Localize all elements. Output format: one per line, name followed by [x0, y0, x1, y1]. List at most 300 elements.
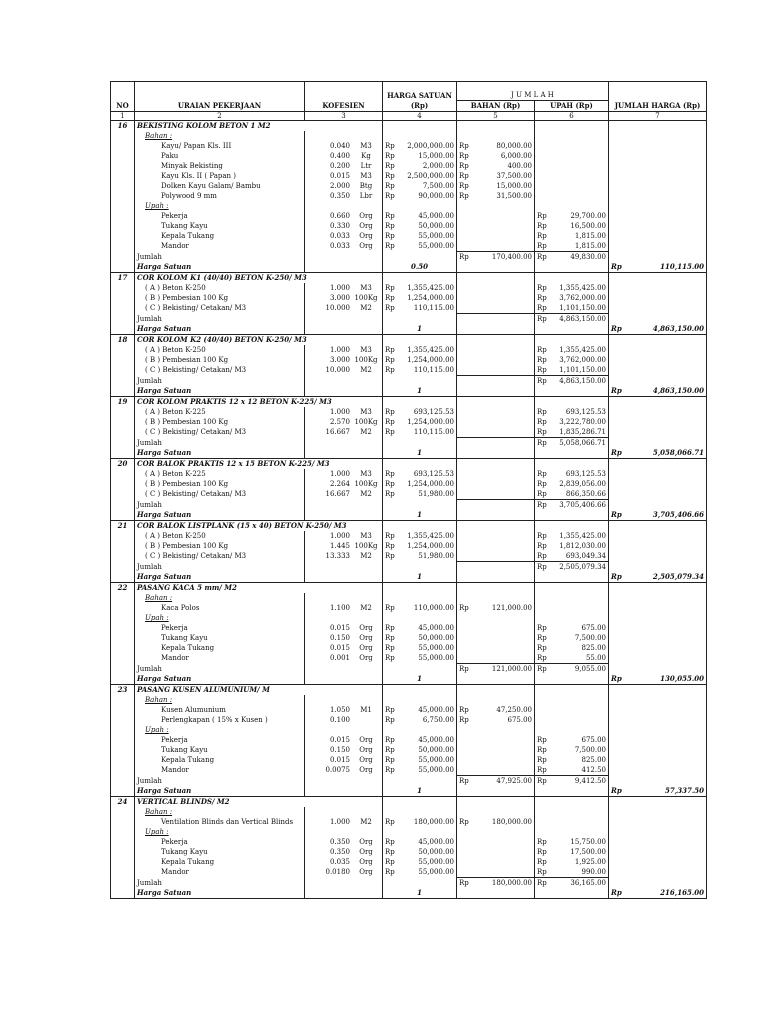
amount: 1,101,150.00	[559, 366, 606, 374]
currency-label: Rp	[385, 142, 395, 150]
empty-cell	[535, 685, 609, 696]
material-amount	[457, 653, 535, 664]
amount: 400.00	[507, 162, 532, 170]
coefficient-unit: Org	[359, 624, 373, 632]
empty-cell	[457, 273, 535, 284]
table-row	[111, 365, 707, 376]
coefficient-unit: Org	[359, 232, 373, 240]
coefficient-value: 1.000	[329, 346, 350, 354]
coefficient-value: 2.264	[329, 480, 350, 488]
empty-cell	[609, 151, 707, 161]
unit-price-value	[385, 181, 454, 191]
currency-label: Rp	[537, 838, 547, 846]
material-amount	[457, 141, 535, 151]
table-row	[111, 521, 707, 532]
jumlah-bahan	[457, 438, 535, 449]
amount: 4,863,150.00	[559, 377, 606, 385]
amount: 693,125.53	[413, 408, 454, 416]
coefficient-cell	[305, 755, 383, 765]
section-total-value	[611, 448, 704, 458]
coefficient-cell	[305, 715, 383, 725]
material-amount	[457, 755, 535, 765]
coefficient-unit: M2	[360, 366, 372, 374]
empty-cell	[609, 171, 707, 181]
empty-cell	[609, 201, 707, 211]
section-total	[609, 448, 707, 459]
labor-amount	[535, 735, 609, 745]
empty-cell	[111, 171, 135, 181]
column-number: 7	[609, 112, 707, 121]
jumlah-label: Jumlah	[135, 500, 305, 511]
labor-amount	[535, 837, 609, 847]
jumlah-label: Jumlah	[135, 252, 305, 263]
empty-cell	[111, 643, 135, 653]
jumlah-bahan-value	[459, 664, 532, 674]
material-amount	[457, 765, 535, 776]
table-row	[111, 131, 707, 141]
currency-label: Rp	[537, 428, 547, 436]
coefficient-unit: Org	[359, 644, 373, 652]
labor-amount-value	[537, 489, 606, 499]
table-row	[111, 603, 707, 613]
jumlah-label: Jumlah	[135, 664, 305, 675]
empty-cell	[535, 695, 609, 705]
empty-cell	[609, 293, 707, 303]
coefficient-cell	[305, 867, 383, 878]
table-row	[111, 241, 707, 252]
column-number: 6	[535, 112, 609, 121]
unit-price	[383, 427, 457, 438]
empty-cell	[609, 161, 707, 171]
amount: 1,355,425.00	[407, 532, 454, 540]
currency-label: Rp	[611, 386, 622, 395]
table-row	[111, 386, 707, 397]
amount: 55,000.00	[418, 858, 454, 866]
amount: 1,355,425.00	[407, 284, 454, 292]
material-amount-value	[459, 171, 532, 181]
empty-cell	[609, 705, 707, 715]
currency-label: Rp	[385, 284, 395, 292]
amount: 3,762,000.00	[559, 294, 606, 302]
labor-amount	[535, 715, 609, 725]
empty-cell	[609, 633, 707, 643]
item-name: Pekerja	[135, 837, 305, 847]
unit-price-value	[385, 427, 454, 437]
table-row	[111, 345, 707, 355]
labor-amount-value	[537, 231, 606, 241]
amount: 16,500.00	[570, 222, 606, 230]
currency-label: Rp	[537, 242, 547, 250]
empty-cell	[111, 314, 135, 325]
empty-cell	[305, 438, 383, 449]
material-amount	[457, 745, 535, 755]
empty-cell	[111, 252, 135, 263]
price-analysis-sheet	[110, 81, 706, 899]
empty-cell	[609, 355, 707, 365]
coefficient-unit: M3	[360, 172, 372, 180]
jumlah-label: Jumlah	[135, 438, 305, 449]
amount: 2,500,000.00	[407, 172, 454, 180]
table-row	[111, 273, 707, 284]
coefficient	[307, 623, 380, 633]
empty-cell	[383, 131, 457, 141]
table-row	[111, 643, 707, 653]
item-name: ( B ) Pembesian 100 Kg	[135, 541, 305, 551]
empty-cell	[111, 231, 135, 241]
coefficient-unit: Org	[359, 242, 373, 250]
empty-cell	[111, 448, 135, 459]
currency-label: Rp	[459, 706, 469, 714]
empty-cell	[609, 181, 707, 191]
unit-price-value	[385, 817, 454, 827]
item-name: Tukang Kayu	[135, 221, 305, 231]
empty-cell	[111, 541, 135, 551]
unit-price	[383, 293, 457, 303]
unit-price-value	[385, 653, 454, 663]
coefficient-unit: 100Kg	[354, 480, 378, 488]
coefficient-cell	[305, 407, 383, 417]
unit-price	[383, 417, 457, 427]
empty-cell	[383, 797, 457, 808]
coefficient	[307, 489, 380, 499]
unit-price-value	[385, 623, 454, 633]
currency-label: Rp	[385, 746, 395, 754]
table-row	[111, 857, 707, 867]
item-name: Paku	[135, 151, 305, 161]
material-amount	[457, 407, 535, 417]
item-name: Kepala Tukang	[135, 643, 305, 653]
column-number: 1	[111, 112, 135, 121]
empty-cell	[535, 674, 609, 685]
unit-price-value	[385, 231, 454, 241]
empty-cell	[111, 211, 135, 221]
amount: 4,863,150.00	[559, 315, 606, 323]
table-row	[111, 685, 707, 696]
jumlah-label: Jumlah	[135, 314, 305, 325]
currency-label: Rp	[537, 212, 547, 220]
unit-price	[383, 191, 457, 201]
coefficient-unit: 100Kg	[354, 294, 378, 302]
currency-label: Rp	[459, 818, 469, 826]
empty-cell	[111, 479, 135, 489]
amount: 4,863,150.00	[652, 324, 704, 333]
labor-amount	[535, 705, 609, 715]
empty-cell	[383, 314, 457, 325]
coefficient-cell	[305, 541, 383, 551]
table-row	[111, 531, 707, 541]
coefficient-unit: M2	[360, 428, 372, 436]
coefficient-value: 0.035	[329, 858, 350, 866]
currency-label: Rp	[385, 490, 395, 498]
empty-cell	[111, 531, 135, 541]
unit-price	[383, 283, 457, 293]
unit-price-value	[385, 191, 454, 201]
item-name: ( A ) Beton K-250	[135, 345, 305, 355]
empty-cell	[609, 725, 707, 735]
coefficient-value: 0.033	[329, 242, 350, 250]
coefficient-value: 3.000	[329, 294, 350, 302]
section-number: 18	[111, 335, 135, 346]
empty-cell	[305, 807, 383, 817]
unit-price-value	[385, 745, 454, 755]
item-name: ( A ) Beton K-250	[135, 283, 305, 293]
empty-cell	[457, 685, 535, 696]
empty-cell	[305, 201, 383, 211]
currency-label: Rp	[385, 152, 395, 160]
empty-cell	[609, 653, 707, 664]
empty-cell	[111, 613, 135, 623]
empty-cell	[111, 867, 135, 878]
empty-cell	[111, 365, 135, 376]
coefficient-value: 1.000	[329, 408, 350, 416]
labor-amount	[535, 755, 609, 765]
table-row	[111, 335, 707, 346]
coefficient	[307, 551, 380, 561]
currency-label: Rp	[385, 172, 395, 180]
currency-label: Rp	[385, 232, 395, 240]
material-amount	[457, 603, 535, 613]
empty-cell	[383, 201, 457, 211]
header-uraian: URAIAN PEKERJAAN	[135, 82, 305, 112]
header-jumlah-group	[457, 82, 609, 112]
empty-cell	[609, 878, 707, 889]
material-amount	[457, 151, 535, 161]
coefficient	[307, 345, 380, 355]
empty-cell	[609, 500, 707, 511]
table-row	[111, 765, 707, 776]
harga-satuan-label: Harga Satuan	[135, 324, 305, 335]
coefficient-cell	[305, 479, 383, 489]
material-amount	[457, 715, 535, 725]
coefficient	[307, 531, 380, 541]
empty-cell	[609, 303, 707, 314]
currency-label: Rp	[385, 212, 395, 220]
empty-cell	[383, 776, 457, 787]
empty-cell	[305, 262, 383, 273]
labor-amount	[535, 417, 609, 427]
empty-cell	[111, 427, 135, 438]
coefficient-unit: M2	[360, 818, 372, 826]
empty-cell	[111, 262, 135, 273]
currency-label: Rp	[385, 356, 395, 364]
amount: 170,400.00	[491, 253, 532, 261]
coefficient-unit: Org	[359, 222, 373, 230]
item-name: Pekerja	[135, 211, 305, 221]
amount: 216,165.00	[660, 888, 704, 897]
empty-cell	[457, 510, 535, 521]
item-name: ( B ) Pembesian 100 Kg	[135, 355, 305, 365]
currency-label: Rp	[537, 736, 547, 744]
unit-price	[383, 603, 457, 613]
labor-amount-value	[537, 221, 606, 231]
empty-cell	[609, 817, 707, 827]
empty-cell	[111, 776, 135, 787]
harga-satuan-label: Harga Satuan	[135, 786, 305, 797]
coefficient-value: 0.015	[329, 644, 350, 652]
currency-label: Rp	[611, 324, 622, 333]
item-name: Kayu/ Papan Kls. III	[135, 141, 305, 151]
currency-label: Rp	[611, 786, 622, 795]
currency-label: Rp	[537, 253, 547, 261]
item-name: Kepala Tukang	[135, 231, 305, 241]
table-row	[111, 786, 707, 797]
table-row	[111, 479, 707, 489]
column-number: 4	[383, 112, 457, 121]
coefficient	[307, 417, 380, 427]
unit-price-value	[385, 765, 454, 775]
coefficient-unit: Org	[359, 838, 373, 846]
item-name: Perlengkapan ( 15% x Kusen )	[135, 715, 305, 725]
currency-label: Rp	[385, 182, 395, 190]
material-amount	[457, 161, 535, 171]
material-amount	[457, 241, 535, 252]
amount: 15,750.00	[570, 838, 606, 846]
section-title: PASANG KACA 5 mm/ M2	[135, 583, 383, 594]
coefficient-cell	[305, 427, 383, 438]
empty-cell	[457, 695, 535, 705]
currency-label: Rp	[385, 470, 395, 478]
coefficient-unit: Org	[359, 634, 373, 642]
section-title: PASANG KUSEN ALUMUNIUM/ M	[135, 685, 383, 696]
unit-price-value	[385, 489, 454, 499]
coefficient-value: 2.570	[329, 418, 350, 426]
group-label: Upah :	[135, 201, 305, 211]
item-name: Kaca Polos	[135, 603, 305, 613]
currency-label: Rp	[385, 408, 395, 416]
labor-amount-value	[537, 303, 606, 313]
currency-label: Rp	[611, 572, 622, 581]
empty-cell	[609, 141, 707, 151]
labor-amount	[535, 365, 609, 376]
empty-cell	[111, 603, 135, 613]
amount: 990.00	[581, 868, 606, 876]
section-title: COR BALOK PRAKTIS 12 x 15 BETON K-225/ M3	[135, 459, 383, 470]
empty-cell	[535, 386, 609, 397]
empty-cell	[111, 674, 135, 685]
currency-label: Rp	[459, 879, 469, 887]
currency-label: Rp	[385, 346, 395, 354]
currency-label: Rp	[537, 848, 547, 856]
item-name: ( A ) Beton K-225	[135, 407, 305, 417]
labor-amount-value	[537, 469, 606, 479]
unit-price-value	[385, 211, 454, 221]
table-row	[111, 888, 707, 899]
amount: 55,000.00	[418, 756, 454, 764]
jumlah-upah-value	[537, 314, 606, 324]
amount: 693,125.53	[565, 408, 606, 416]
table-row	[111, 314, 707, 325]
empty-cell	[305, 613, 383, 623]
jumlah-upah-value	[537, 878, 606, 888]
currency-label: Rp	[459, 665, 469, 673]
coefficient-value: 1.000	[329, 284, 350, 292]
currency-label: Rp	[459, 162, 469, 170]
table-row	[111, 878, 707, 889]
table-row	[111, 562, 707, 573]
empty-cell	[383, 878, 457, 889]
empty-cell	[457, 448, 535, 459]
empty-cell	[609, 335, 707, 346]
labor-amount	[535, 355, 609, 365]
coefficient	[307, 857, 380, 867]
currency-label: Rp	[385, 418, 395, 426]
empty-cell	[609, 121, 707, 132]
material-amount	[457, 345, 535, 355]
currency-label: Rp	[459, 777, 469, 785]
jumlah-upah	[535, 438, 609, 449]
unit-price	[383, 303, 457, 314]
labor-amount-value	[537, 355, 606, 365]
empty-cell	[111, 324, 135, 335]
table-row	[111, 745, 707, 755]
empty-cell	[111, 878, 135, 889]
section-number: 23	[111, 685, 135, 696]
empty-cell	[305, 386, 383, 397]
section-total-value	[611, 674, 704, 684]
amount: 825.00	[581, 644, 606, 652]
coefficient-value: 0.0075	[325, 766, 350, 774]
empty-cell	[609, 593, 707, 603]
section-number: 21	[111, 521, 135, 532]
labor-amount	[535, 867, 609, 878]
coefficient-value: 0.033	[329, 232, 350, 240]
section-total-value	[611, 324, 704, 334]
amount: 45,000.00	[418, 212, 454, 220]
section-total	[609, 786, 707, 797]
coefficient-cell	[305, 241, 383, 252]
coefficient	[307, 765, 380, 775]
jumlah-bahan	[457, 664, 535, 675]
empty-cell	[111, 181, 135, 191]
amount: 51,980.00	[418, 490, 454, 498]
unit-price-value	[385, 345, 454, 355]
empty-cell	[111, 386, 135, 397]
currency-label: Rp	[537, 665, 547, 673]
currency-label: Rp	[611, 262, 622, 271]
hs-factor: 1	[383, 324, 457, 335]
table-row	[111, 664, 707, 675]
coefficient-cell	[305, 643, 383, 653]
empty-cell	[111, 191, 135, 201]
empty-cell	[457, 827, 535, 837]
coefficient-value: 0.350	[329, 848, 350, 856]
currency-label: Rp	[385, 428, 395, 436]
labor-amount-value	[537, 531, 606, 541]
empty-cell	[535, 324, 609, 335]
unit-price	[383, 705, 457, 715]
labor-amount	[535, 847, 609, 857]
coefficient	[307, 479, 380, 489]
coefficient	[307, 837, 380, 847]
amount: 9,412.50	[574, 777, 606, 785]
amount: 1,815.00	[574, 232, 606, 240]
currency-label: Rp	[385, 766, 395, 774]
item-name: ( C ) Bekisting/ Cetakan/ M3	[135, 427, 305, 438]
item-name: Tukang Kayu	[135, 745, 305, 755]
empty-cell	[111, 735, 135, 745]
unit-price-value	[385, 365, 454, 375]
unit-price-value	[385, 241, 454, 251]
empty-cell	[457, 807, 535, 817]
coefficient	[307, 355, 380, 365]
table-row	[111, 283, 707, 293]
table-row	[111, 151, 707, 161]
table-row	[111, 623, 707, 633]
empty-cell	[305, 664, 383, 675]
empty-cell	[609, 489, 707, 500]
empty-cell	[609, 397, 707, 408]
coefficient-value: 0.350	[329, 838, 350, 846]
